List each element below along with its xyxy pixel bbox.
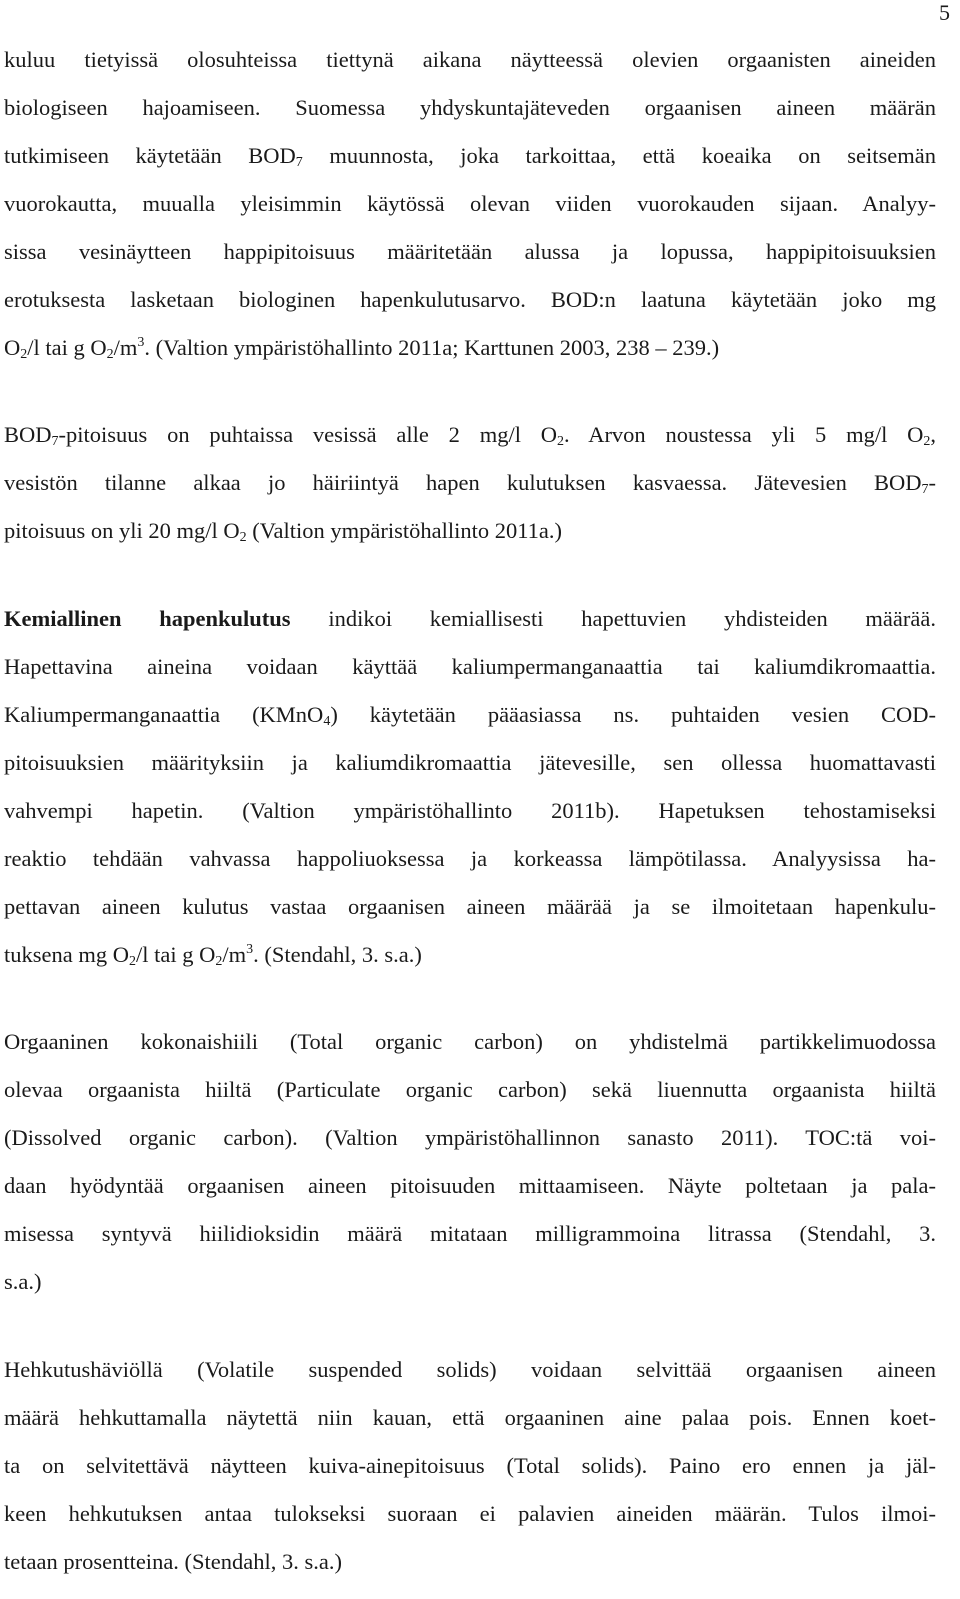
text-line: ta on selvitettävä näytteen kuiva-ainepitoisuus (Total solids). Paino ero ennen ja jäl- [4,1453,936,1478]
text-line: määrä hehkuttamalla näytettä niin kauan, että orgaaninen aine palaa pois. Ennen koet- [4,1405,936,1430]
text-line: Kaliumpermanganaattia (KMnO$_4$) käytetään pääasiassa ns. puhtaiden vesien COD- [4,702,936,729]
text-line: olevaa orgaanista hiiltä (Particulate organic carbon) sekä liuennutta orgaanista hiiltä [4,1077,936,1102]
text-line: pettavan aineen kulutus vastaa orgaanisen aineen määrää ja se ilmoitetaan hapenkulu- [4,894,936,919]
text-line: pitoisuus on yli 20 mg/l $O_2$ (Valtion ympäristöhallinto 2011a.) [4,518,563,545]
page-number: 5 [939,0,950,25]
text-line: Hapettavina aineina voidaan käyttää kaliumpermanganaattia tai kaliumdikromaattia. [4,654,936,679]
text-line: misessa syntyvä hiilidioksidin määrä mitataan milligrammoina litrassa (Stendahl, 3. [4,1221,936,1246]
text-line: s.a.) [4,1269,42,1294]
text-line: Hehkutushäviöllä (Volatile suspended solids) voidaan selvittää orgaanisen aineen [4,1357,936,1382]
text-line: Orgaaninen kokonaishiili (Total organic carbon) on yhdistelmä partikkelimuodossa [4,1029,936,1054]
text-line: biologiseen hajoamiseen. Suomessa yhdyskuntajäteveden orgaanisen aineen määrän [4,95,936,120]
text-line: kuluu tietyissä olosuhteissa tiettynä aikana näytteessä olevien orgaanisten aineiden [4,47,936,72]
text-line: keen hehkutuksen antaa tulokseksi suoraan ei palavien aineiden määrän. Tulos ilmoi- [4,1501,936,1526]
text-line: $O_2/l$ tai g $O_2/m^3$. (Valtion ympäristöhallinto 2011a; Karttunen 2003, 238 – 239.) [4,335,720,362]
text-line: daan hyödyntää orgaanisen aineen pitoisuuden mittaamiseen. Näyte poltetaan ja pala- [4,1173,936,1198]
text-line: sissa vesinäytteen happipitoisuus määritetään alussa ja lopussa, happipitoisuuksien [4,239,936,264]
text-line: (Dissolved organic carbon). (Valtion ympäristöhallinnon sanasto 2011). TOC:tä voi- [4,1125,936,1150]
text-line: $BOD_7$-pitoisuus on puhtaissa vesissä alle 2 mg/l $O_2$. Arvon noustessa yli 5 mg/l $O_2$, [4,422,937,449]
text-line: vesistön tilanne alkaa jo häiriintyä hapen kulutuksen kasvaessa. Jätevesien $BOD_7-$ [4,470,936,497]
text-line: tuksena mg $O_2/l$ tai g $O_2/m^3$. (Stendahl, 3. s.a.) [4,942,422,969]
text-line: vahvempi hapetin. (Valtion ympäristöhallinto 2011b). Hapetuksen tehostamiseksi [4,798,936,823]
text-line: tutkimiseen käytetään $BOD_7$ muunnosta, joka tarkoittaa, että koeaika on seitsemän [4,143,936,170]
text-line: tetaan prosentteina. (Stendahl, 3. s.a.) [4,1549,343,1574]
text-line: erotuksesta lasketaan biologinen hapenkulutusarvo. BOD:n laatuna käytetään joko mg [4,287,936,312]
text-line: vuorokautta, muualla yleisimmin käytössä olevan viiden vuorokauden sijaan. Analyy- [4,191,936,216]
text-line: reaktio tehdään vahvassa happoliuoksessa ja korkeassa lämpötilassa. Analyysissa ha- [4,846,936,871]
text-line: pitoisuuksien määrityksiin ja kaliumdikromaattia jätevesille, sen ollessa huomattavasti [4,750,936,775]
term-kemiallinen-hapenkulutus: Kemiallinen hapenkulutus [4,606,291,631]
text-line: Kemiallinen hapenkulutus indikoi kemiallisesti hapettuvien yhdisteiden määrää. [4,606,936,631]
